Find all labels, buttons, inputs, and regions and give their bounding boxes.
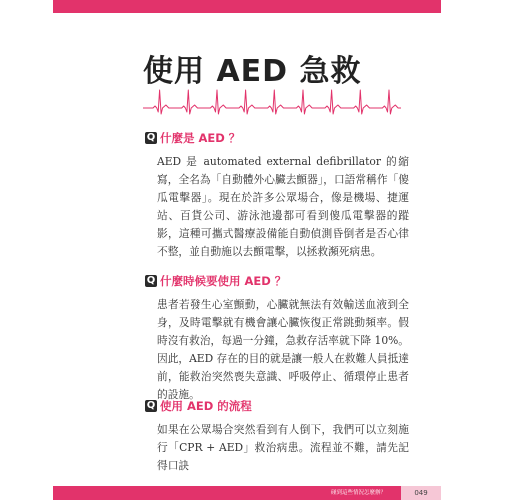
page-number: 049: [401, 486, 441, 500]
question-text: 什麼是 AED ？: [160, 131, 241, 145]
footer-caption: 碰到這些情況怎麼辦？: [330, 490, 386, 496]
answer-paragraph: 如果在公眾場合突然看到有人倒下，我們可以立刻施行「CPR + AED」救治病患。流程並不難，請先記得口訣: [157, 423, 409, 472]
q-badge-icon: Q: [146, 132, 156, 143]
q-badge-icon: Q: [146, 400, 156, 411]
page-title: 使用 AED 急救: [143, 54, 362, 89]
q-badge-icon: Q: [146, 275, 156, 286]
footer-bar: [53, 486, 441, 500]
question-heading: [145, 398, 407, 414]
question-text: 使用 AED 的流程: [160, 399, 252, 413]
question-heading: [145, 273, 407, 289]
top-accent-bar: [53, 0, 441, 13]
section-what-is-aed: [145, 130, 407, 261]
question-text: 什麼時候要使用 AED ？: [160, 274, 287, 288]
ecg-line-decoration: [143, 88, 401, 116]
answer-paragraph: 患者若發生心室顫動，心臟就無法有效輸送血液到全身，及時電擊就有機會讓心臟恢復正常跳動頻率。假時沒有救治，每過一分鐘，急救存活率就下降 10%。因此，AED 存在的目的就是讓一般人在救難人員抵達前，能救治突然喪失意識、呼吸停止、循環停止患者的設施。: [157, 298, 409, 401]
section-aed-procedure: [145, 398, 409, 472]
answer-paragraph: AED 是 automated external defibrillator 的縮寫，全名為「自動體外心臟去顫器」，口語常稱作「傻瓜電擊器」。現在於許多公眾場合，像是機場、捷運站、百貨公司、游泳池邊都可看到傻瓜電擊器的蹤影，這種可攜式醫療設備能自動偵測昏倒者是否心律不整，並自動施以去顫電擊，以拯救瀕死病患。: [157, 155, 409, 258]
question-heading: [145, 130, 407, 146]
section-when-to-use-aed: [145, 273, 407, 404]
